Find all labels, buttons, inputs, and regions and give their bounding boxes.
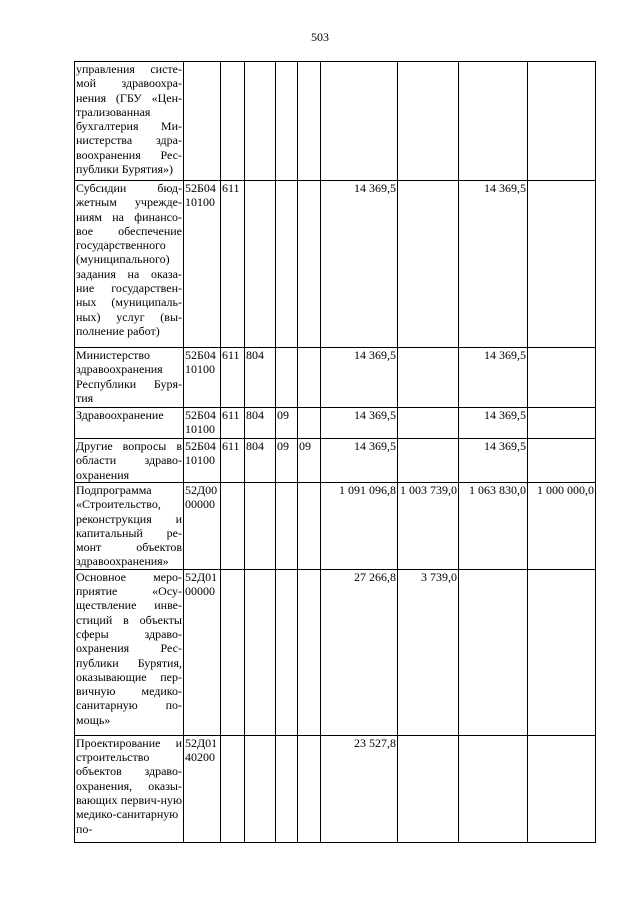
cell-rz (276, 181, 298, 348)
cell-sum3 (459, 735, 528, 842)
cell-sum1: 27 266,8 (321, 569, 398, 735)
cell-pr: 09 (298, 439, 321, 483)
cell-sum2 (398, 735, 459, 842)
cell-vr: 611 (221, 181, 245, 348)
cell-sum3 (459, 62, 528, 181)
cell-vr (221, 569, 245, 735)
cell-csr (184, 62, 221, 181)
table-row (75, 408, 596, 439)
table-row (75, 569, 596, 735)
cell-vr (221, 62, 245, 181)
cell-sum3: 1 063 830,0 (459, 483, 528, 570)
cell-sum2: 1 003 739,0 (398, 483, 459, 570)
cell-pr (298, 735, 321, 842)
cell-sum2: 3 739,0 (398, 569, 459, 735)
cell-name: Другие вопросы в области здраво-охранения (76, 439, 182, 482)
cell-sum3 (459, 569, 528, 735)
cell-sum4 (528, 181, 596, 348)
cell-sum4 (528, 348, 596, 408)
cell-rz: 09 (276, 408, 298, 439)
cell-name: Министерство здравоохранения Республики Буря-тия (75, 348, 184, 408)
cell-grbs (245, 735, 276, 842)
page-number: 503 (311, 30, 329, 44)
cell-name: Здравоохранение (75, 408, 184, 439)
cell-sum4 (528, 569, 596, 735)
cell-grbs: 804 (245, 408, 276, 439)
cell-grbs (245, 181, 276, 348)
cell-vr (221, 483, 245, 570)
cell-pr (298, 483, 321, 570)
cell-csr: 52Д01 40200 (184, 735, 221, 842)
cell-vr (221, 735, 245, 842)
cell-sum2 (398, 181, 459, 348)
cell-sum1: 1 091 096,8 (321, 483, 398, 570)
cell-sum3: 14 369,5 (459, 408, 528, 439)
table-row (75, 483, 596, 570)
cell-csr: 52Б04 10100 (184, 348, 221, 408)
cell-rz (276, 735, 298, 842)
cell-sum4: 1 000 000,0 (528, 483, 596, 570)
cell-name: Проектирование и строительство объектов здраво-охранения, оказы-вающих первич-ную медико-санитарную по- (75, 735, 184, 842)
cell-name: управления систе-мой здравоохра-нения (ГБУ «Цен-трализованная бухгалтерия Ми-нистерства здра-воохранения Рес-публики Бурятия») (75, 62, 184, 181)
cell-rz (276, 62, 298, 181)
cell-sum2 (398, 439, 459, 483)
cell-name: Субсидии бюд-жетным учрежде-ниям на финансо-вое обеспечение государственного (муниципального) задания на оказа-ние государствен-ных (муниципаль-ных) услуг (вы-полнение работ) (75, 181, 184, 348)
cell-csr: 52Б04 10100 (184, 408, 221, 439)
cell-sum4 (528, 62, 596, 181)
cell-sum3: 14 369,5 (459, 439, 528, 483)
cell-sum4 (528, 439, 596, 483)
cell-rz (276, 569, 298, 735)
cell-rz (276, 348, 298, 408)
cell-sum1: 14 369,5 (321, 408, 398, 439)
cell-sum4 (528, 408, 596, 439)
cell-pr (298, 408, 321, 439)
cell-sum3: 14 369,5 (459, 348, 528, 408)
cell-sum1: 23 527,8 (321, 735, 398, 842)
cell-csr: 52Д00 00000 (184, 483, 221, 570)
cell-pr (298, 569, 321, 735)
cell-pr (298, 181, 321, 348)
cell-grbs: 804 (245, 348, 276, 408)
cell-sum1 (321, 62, 398, 181)
cell-csr: 52Б04 10100 (184, 439, 221, 483)
table-row (75, 348, 596, 408)
cell-csr: 52Б04 10100 (184, 181, 221, 348)
cell-rz: 09 (276, 439, 298, 483)
table-row (75, 181, 596, 348)
cell-grbs (245, 62, 276, 181)
cell-csr: 52Д01 00000 (184, 569, 221, 735)
cell-name: Основное меро-приятие «Осу-ществление инве-стиций в объекты сферы здраво-охранения Рес-публики Бурятия, оказывающие пер-вичную медико-санитарную по-мощь» (75, 569, 184, 735)
cell-sum2 (398, 348, 459, 408)
cell-rz (276, 483, 298, 570)
cell-vr: 611 (221, 408, 245, 439)
cell-name: Подпрограмма «Строительство, реконструкция и капитальный ре-монт объектов здравоохранения» (76, 483, 182, 569)
cell-vr: 611 (221, 348, 245, 408)
cell-vr: 611 (221, 439, 245, 483)
cell-sum3: 14 369,5 (459, 181, 528, 348)
table-row (75, 735, 596, 842)
cell-sum2 (398, 408, 459, 439)
cell-sum1: 14 369,5 (321, 439, 398, 483)
cell-pr (298, 62, 321, 181)
cell-sum4 (528, 735, 596, 842)
cell-grbs: 804 (245, 439, 276, 483)
cell-pr (298, 348, 321, 408)
cell-grbs (245, 483, 276, 570)
cell-sum1: 14 369,5 (321, 348, 398, 408)
cell-sum1: 14 369,5 (321, 181, 398, 348)
cell-grbs (245, 569, 276, 735)
table-row (75, 439, 596, 483)
table-row (75, 62, 596, 181)
cell-sum2 (398, 62, 459, 181)
budget-table (74, 61, 596, 843)
